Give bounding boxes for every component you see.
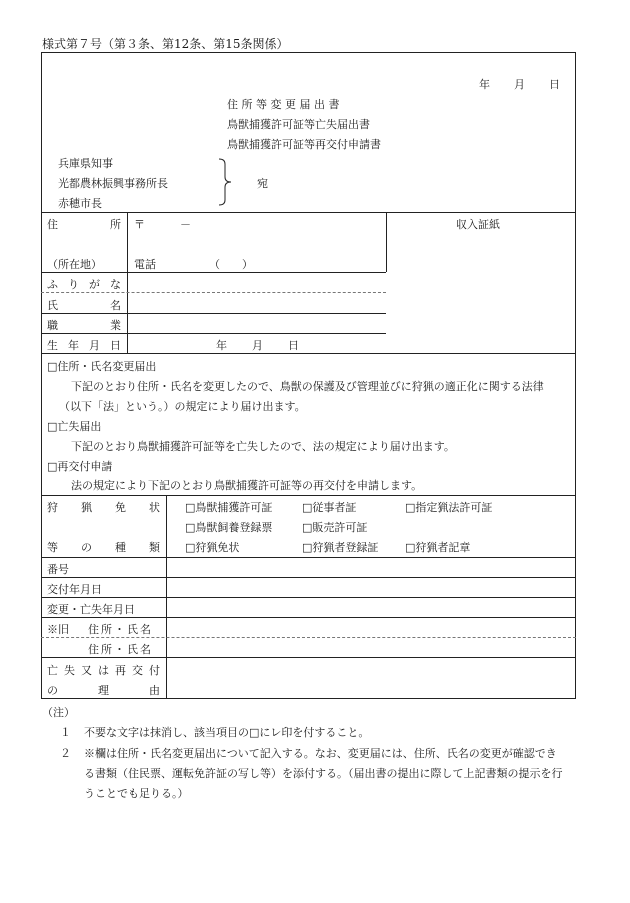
license-label-char-2: 猟 xyxy=(81,501,92,514)
number-label: 番号 xyxy=(47,563,69,576)
note-2-line-2: る書類（住民票、運転免許証の写し等）を添付する。（届出書の提出に際して上記書類の提示を行 xyxy=(84,767,563,780)
title-reissue-request: 鳥獣捕獲許可証等再交付申請書 xyxy=(227,138,381,151)
option-sales-permit[interactable]: □販売許可証 xyxy=(302,521,368,534)
applicant-divider xyxy=(41,353,576,354)
license-label-char-6: の xyxy=(81,541,92,554)
reason-char-10: 由 xyxy=(149,684,160,697)
new-address-row-divider xyxy=(41,657,576,658)
address-label-char-2: 所 xyxy=(110,218,121,231)
furigana-char-3: が xyxy=(89,278,100,291)
license-label-char-5: 等 xyxy=(47,541,58,554)
reason-char-3: 又 xyxy=(81,664,92,677)
occupation-char-1: 職 xyxy=(47,319,58,332)
birthdate-char-2: 年 xyxy=(68,339,79,352)
old-prefix: ※旧 xyxy=(47,623,69,636)
note-2-line-3: うことでも足りる。） xyxy=(84,787,189,800)
section-loss-body: 下記のとおり鳥獣捕獲許可証等を亡失したので、法の規定により届け出ます。 xyxy=(71,440,455,453)
occupation-row-divider xyxy=(41,333,386,334)
license-label-char-4: 状 xyxy=(149,501,160,514)
reason-label-top xyxy=(47,662,160,678)
name-label xyxy=(47,297,121,313)
date-year: 年 xyxy=(479,78,490,91)
phone-label: 電話 xyxy=(134,258,156,271)
reason-char-7: 付 xyxy=(149,664,160,677)
header-divider xyxy=(41,212,576,213)
phone-parens: （ ） xyxy=(209,258,253,271)
license-label-char-8: 類 xyxy=(149,541,160,554)
note-1-text: 不要な文字は抹消し、該当項目の□にレ印を付すること。 xyxy=(84,726,370,739)
address-label xyxy=(47,216,121,232)
license-label-char-3: 免 xyxy=(115,501,126,514)
date-month: 月 xyxy=(514,78,525,91)
old-address-name-label: 住所・氏名 xyxy=(88,623,153,636)
furigana-label xyxy=(47,276,121,292)
section-loss-heading[interactable]: □亡失届出 xyxy=(47,420,102,433)
title-address-change: 住 所 等 変 更 届 出 書 xyxy=(227,98,340,111)
birthdate-char-4: 日 xyxy=(110,339,121,352)
birth-year: 年 xyxy=(216,339,227,352)
license-label-top xyxy=(47,499,160,515)
label-column-divider xyxy=(127,212,128,353)
revenue-stamp-label: 収入証紙 xyxy=(456,218,500,231)
section-address-change-heading[interactable]: □住所・氏名変更届出 xyxy=(47,360,157,373)
note-2-number: ２ xyxy=(60,747,71,760)
note-1-number: １ xyxy=(60,726,71,739)
option-hunter-registration[interactable]: □狩猟者登録証 xyxy=(302,541,379,554)
addressee-governor: 兵庫県知事 xyxy=(58,157,113,170)
occupation-label xyxy=(47,317,121,333)
option-hunting-license[interactable]: □狩猟免状 xyxy=(185,541,240,554)
reason-char-8: の xyxy=(47,684,58,697)
option-capture-permit[interactable]: □鳥獣捕獲許可証 xyxy=(185,501,273,514)
birth-month: 月 xyxy=(252,339,263,352)
name-char-1: 氏 xyxy=(47,299,58,312)
reason-char-5: 再 xyxy=(115,664,126,677)
birth-day: 日 xyxy=(288,339,299,352)
date-day: 日 xyxy=(549,78,560,91)
addressee-suffix: 宛 xyxy=(257,177,268,190)
section-reissue-heading[interactable]: □再交付申請 xyxy=(47,460,113,473)
option-designated-method-permit[interactable]: □指定猟法許可証 xyxy=(405,501,493,514)
furigana-char-1: ふ xyxy=(47,278,58,291)
furigana-row-divider xyxy=(41,292,386,293)
option-keeping-registration[interactable]: □鳥獣飼養登録票 xyxy=(185,521,273,534)
reason-char-9: 理 xyxy=(98,684,109,697)
furigana-char-2: り xyxy=(68,278,79,291)
new-address-name-label: 住所・氏名 xyxy=(88,643,153,656)
name-char-2: 名 xyxy=(110,299,121,312)
address-label-char-1: 住 xyxy=(47,218,58,231)
birthdate-char-1: 生 xyxy=(47,339,58,352)
change-date-row-divider xyxy=(41,617,576,618)
issue-date-label: 交付年月日 xyxy=(47,583,102,596)
license-row-divider xyxy=(41,557,576,558)
birthdate-label xyxy=(47,337,121,353)
occupation-char-2: 業 xyxy=(110,319,121,332)
reason-char-2: 失 xyxy=(64,664,75,677)
option-worker-certificate[interactable]: □従事者証 xyxy=(302,501,357,514)
reason-char-6: 交 xyxy=(132,664,143,677)
number-row-divider xyxy=(41,577,576,578)
statement-divider xyxy=(41,495,576,496)
issue-date-row-divider xyxy=(41,597,576,598)
addressee-mayor: 赤穂市長 xyxy=(58,197,102,210)
form-number: 様式第７号（第３条、第12条、第15条関係） xyxy=(42,37,289,51)
addressee-office-director: 光都農林振興事務所長 xyxy=(58,177,168,190)
postal-mark: 〒 xyxy=(134,218,145,231)
reason-label-bottom xyxy=(47,682,160,698)
change-date-label: 変更・亡失年月日 xyxy=(47,603,135,616)
notes-header: （注） xyxy=(42,706,75,719)
license-label-bottom xyxy=(47,539,160,555)
name-row-divider xyxy=(41,313,386,314)
license-label-char-1: 狩 xyxy=(47,501,58,514)
option-hunter-badge[interactable]: □狩猟者記章 xyxy=(405,541,471,554)
brace-icon xyxy=(218,158,232,206)
note-2-line-1: ※欄は住所・氏名変更届出について記入する。なお、変更届には、住所、氏名の変更が確認でき xyxy=(84,747,557,760)
stamp-column-divider xyxy=(386,212,387,272)
title-loss-report: 鳥獣捕獲許可証等亡失届出書 xyxy=(227,118,370,131)
section-address-change-body-2: （以下「法」という。）の規定により届け出ます。 xyxy=(59,400,306,413)
birthdate-char-3: 月 xyxy=(89,339,100,352)
old-address-row-divider xyxy=(41,637,576,638)
address-row-divider xyxy=(41,272,386,273)
reason-char-1: 亡 xyxy=(47,664,58,677)
reason-char-4: は xyxy=(98,664,109,677)
address-label-sub: （所在地） xyxy=(47,258,102,271)
section-address-change-body-1: 下記のとおり住所・氏名を変更したので、鳥獣の保護及び管理並びに狩猟の適正化に関する法律 xyxy=(71,380,544,393)
furigana-char-4: な xyxy=(110,278,121,291)
postal-dash: － xyxy=(180,218,191,231)
license-label-char-7: 種 xyxy=(115,541,126,554)
section-reissue-body: 法の規定により下記のとおり鳥獣捕獲許可証等の再交付を申請します。 xyxy=(71,479,423,492)
